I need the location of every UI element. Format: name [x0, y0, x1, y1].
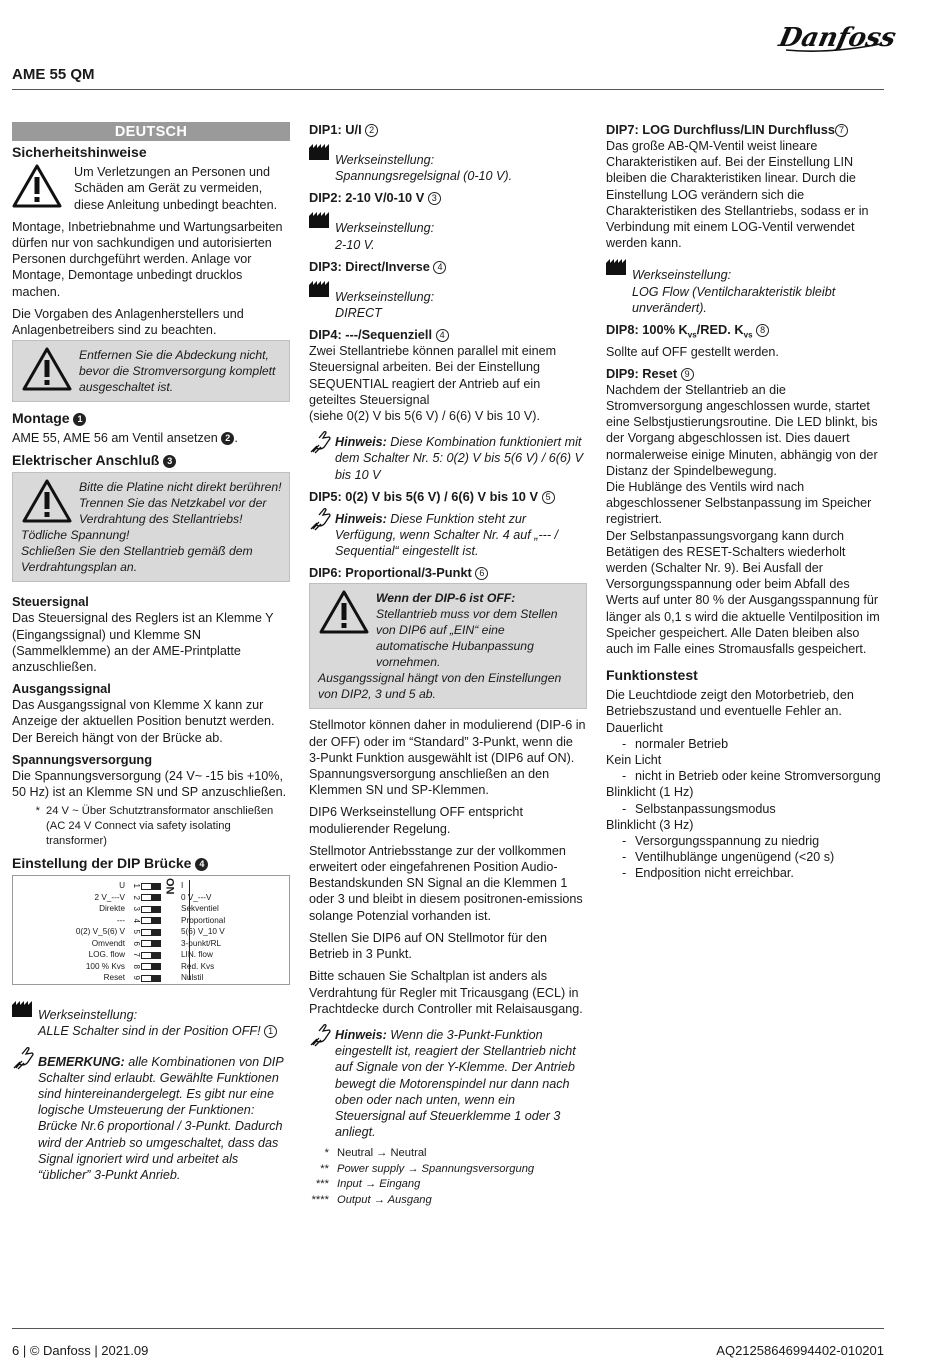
footnote: * 24 V ~ Über Schutztransformator anschließen (AC 24 V Connect via safety isolating transformer) — [35, 805, 274, 848]
dip6-paragraph-1: Stellmotor können daher in modulierend (DIP-6 in der OFF) oder im “Standard” 3-Punkt, wenn die 3-Punkt Funktion ausgewählt ist (DIP6 auf ON). — [309, 718, 586, 765]
legend-footnote: *** Input → Eingang — [315, 1178, 421, 1191]
dip1-factory: Werkseinstellung: Spannungsregelsignal (0-10 V). — [309, 142, 587, 184]
factory-icon — [309, 144, 329, 160]
led-state-item: - Selbstanpassungsmodus — [622, 801, 776, 816]
warning-triangle-icon — [12, 164, 62, 208]
factory-icon — [309, 281, 329, 297]
footer-page-info: 6 | © Danfoss | 2021.09 — [12, 1343, 149, 1358]
legend-footnote: **** Output → Ausgang — [311, 1193, 432, 1206]
dip6-paragraph-2: DIP6 Werkseinstellung OFF entspricht modulierender Regelung. — [309, 805, 523, 836]
dip9-text: Nachdem der Stellantrieb an die Stromversorgung angeschlossen wurde, startet eine Selbstjustierungsroutine. Die LED blinkt, bis der Vorgang abgeschlossen ist. Dies dauert normalerweise einige Minuten, abhängig von der Distanz der Spindelbewegung. — [606, 382, 878, 478]
dip-heading: Einstellung der DIP Brücke 4 — [12, 855, 290, 872]
electrical-warning-text-3: Schließen Sie den Stellantrieb gemäß dem Verdrahtungsplan an. — [21, 544, 253, 575]
dip6-paragraph-4: Stellen Sie DIP6 auf ON Stellmotor für den Betrieb in 3 Punkt. — [309, 930, 547, 962]
power-supply-heading: Spannungsversorgung — [12, 751, 153, 767]
ref-number-badge: 6 — [475, 567, 488, 580]
dip-switch — [131, 915, 177, 927]
safety-paragraph-1: Montage, Inbetriebnahme und Wartungsarbeiten dürfen nur von sachkundigen und autorisierten Personen durchgeführt werden. Anlage vor Montage, Demontage unbedingt drucklos machen. — [12, 219, 283, 299]
factory-icon — [606, 259, 626, 275]
dip4-hint: Hinweis: Diese Kombination funktioniert mit dem Schalter Nr. 5: 0(2) V bis 5(6 V) / 6(6) V bis 10 V — [309, 430, 587, 483]
ref-number-badge: 7 — [835, 124, 848, 137]
dip-right-label: Nulstil — [181, 973, 204, 983]
step-number-badge: 1 — [73, 413, 86, 426]
dip-left-label: Direkte — [99, 904, 125, 914]
dip-right-label: Red. Kvs — [181, 961, 215, 971]
dip-switch-number: 7 — [131, 952, 141, 958]
dip-on-label: ON — [163, 878, 176, 895]
dip-switch-toggle — [141, 975, 161, 982]
led-state-item: - nicht in Betrieb oder keine Stromversorgung — [622, 769, 881, 784]
output-signal-heading: Ausgangssignal — [12, 681, 111, 697]
function-test-heading: Funktionstest — [606, 667, 698, 684]
dip3-factory: Werkseinstellung: DIRECT — [309, 279, 587, 321]
note-label: BEMERKUNG: — [38, 1054, 125, 1069]
dip9-text-2: Die Hublänge des Ventils wird nach abgeschlossener Selbstanpassung im Speicher registriert. — [606, 480, 872, 527]
dip-switch-toggle — [141, 906, 161, 913]
safety-paragraph-2: Die Vorgaben des Anlagenherstellers und Anlagenbetreibers sind zu beachten. — [12, 306, 244, 338]
control-signal-text: Das Steuersignal des Reglers ist an Klemme Y (Eingangssignal) und Klemme SN (Sammelklemme) an der AME-Printplatte anzuschließen. — [12, 611, 274, 675]
dip6-paragraph-5: Bitte schauen Sie Schaltplan ist anders als Verdrahtung für Regler mit Tricausgang (ECL) in Prachtdecke durch Controller mit Relaisausgang. — [309, 969, 583, 1016]
power-supply-text: Die Spannungsversorgung (24 V~ -15 bis +10%, 50 Hz) ist an Klemme SN und SP anzuschließen. — [12, 768, 287, 800]
header-rule — [12, 89, 884, 90]
dip-switch — [131, 961, 177, 973]
ref-number-badge: 9 — [681, 368, 694, 381]
electrical-warning-text-1: Bitte die Platine nicht direkt berühren! Trennen Sie das Netzkabel vor der Verdrahtung des Stellantriebs! — [79, 480, 282, 527]
dip3-heading: DIP3: Direct/Inverse 4 — [309, 259, 587, 275]
led-states-list — [606, 720, 884, 882]
dip1-heading: DIP1: U/I 2 — [309, 122, 587, 138]
led-state-label: Blinklicht (3 Hz) — [606, 817, 694, 832]
dip-switch-toggle — [141, 940, 161, 947]
language-banner: DEUTSCH — [12, 122, 290, 141]
step-number-badge: 3 — [163, 455, 176, 468]
dip-switch — [131, 949, 177, 961]
led-state-label: Kein Licht — [606, 753, 662, 768]
electrical-warning-box — [12, 472, 290, 582]
dip-switch-number: 3 — [131, 906, 141, 912]
cover-warning-text: Entfernen Sie die Abdeckung nicht, bevor die Stromversorgung komplett ausgeschaltet ist. — [79, 348, 276, 395]
function-test-text: Die Leuchtdiode zeigt den Motorbetrieb, den Betriebszustand und eventuelle Fehler an. — [606, 688, 854, 719]
legend-footnote: * Neutral → Neutral — [324, 1147, 427, 1160]
ref-number-badge: 4 — [433, 261, 446, 274]
dip-right-label: I — [181, 881, 184, 891]
dip-left-label: --- — [116, 915, 125, 925]
dip9-heading: DIP9: Reset 9 — [606, 366, 884, 382]
dip-left-label: U — [119, 881, 125, 891]
step-number-badge: 4 — [195, 858, 208, 871]
dip-right-label: 0 V_---V — [181, 892, 212, 902]
dip-switch-toggle — [141, 952, 161, 959]
dip-switch-number: 8 — [131, 964, 141, 969]
ref-number-badge: 3 — [428, 192, 441, 205]
cover-warning-box — [12, 340, 290, 402]
led-state-item: - Versorgungsspannung zu niedrig — [622, 834, 820, 849]
dip-left-label: LOG. flow — [88, 950, 125, 960]
ref-number-badge: 5 — [542, 491, 555, 504]
column-3 — [606, 122, 884, 882]
dip-switch-number: 5 — [131, 929, 141, 935]
safety-warning — [12, 164, 290, 213]
led-state-item: - Ventilhublänge ungenügend (<20 s) — [622, 850, 835, 865]
dip-right-label: Proportional — [181, 915, 226, 925]
pointing-hand-icon — [309, 507, 333, 531]
dip-right-label: 3-punkt/RL — [181, 938, 222, 948]
dip6-warning-box: Wenn der DIP-6 ist OFF: Stellantrieb muss vor dem Stellen von DIP6 auf „EIN“ eine automatische Hubanpassung vornehmen. Ausgangssignal hängt von den Einstellungen von DIP2, 3 und 5 ab. — [309, 583, 587, 709]
dip-switch-toggle — [141, 917, 161, 924]
column-2 — [309, 122, 587, 1208]
dip-switches — [131, 880, 177, 984]
dip8-heading: DIP8: 100% $K_{vs}$/RED. $K_{vs}$ 8 — [606, 322, 884, 344]
danfoss-logo-text: Danfoss — [776, 22, 899, 53]
dip-switch-number: 6 — [131, 941, 141, 946]
dip-switch-toggle — [141, 883, 161, 890]
three-point-hint: Hinweis: Wenn die 3-Punkt-Funktion eingestellt ist, reagiert der Stellantrieb nicht auf Signale von der Y-Klemme. Der Antrieb bewegt die Motorenspindel nur dann nach oben oder nach unten, wenn ein Steuersignal auf Steuerklemme 1 oder 3 anliegt. — [309, 1023, 587, 1140]
led-state-label: Blinklicht (1 Hz) — [606, 785, 694, 800]
led-state-item: - normaler Betrieb — [622, 736, 729, 751]
dip4-text: Zwei Stellantriebe können parallel mit einem Steuersignal arbeiten. Bei der Einstellung SEQUENTIAL reagiert der Antrieb auf ein geteiltes Steuersignal — [309, 344, 557, 407]
dip-switch-number: 4 — [131, 918, 141, 923]
dip5-heading: DIP5: 0(2) V bis 5(6 V) / 6(6) V bis 10 V 5 — [309, 489, 587, 505]
led-state-label: Dauerlicht — [606, 720, 663, 735]
step-number-badge: 2 — [221, 432, 234, 445]
dip-switch — [131, 972, 177, 984]
dip7-heading: DIP7: LOG Durchfluss/LIN Durchfluss 7 — [606, 122, 884, 138]
dip7-text: Das große AB-QM-Ventil weist lineare Charakteristiken auf. Bei der Einstellung LIN bleiben die Charakteristiken linear. Durch die Einstellung LOG verändern sich die Charakteristiken des Stellantriebs, sodass er in Verbindung mit einem LOG-Ventil verwendet werden kann. — [606, 139, 869, 251]
warning-triangle-icon — [21, 347, 73, 391]
dip-switch — [131, 903, 177, 915]
dip-switch-toggle — [141, 894, 161, 901]
warning-triangle-icon — [21, 479, 73, 523]
footer-rule — [12, 1328, 884, 1329]
dip-left-label: 100 % Kvs — [85, 961, 125, 971]
dip4-text-2: (siehe 0(2) V bis 5(6 V) / 6(6) V bis 10 V). — [309, 409, 540, 424]
pointing-hand-icon — [309, 1023, 333, 1047]
dip-switch-number: 2 — [131, 895, 141, 900]
pointing-hand-icon — [309, 430, 333, 454]
dip4-heading: DIP4: ---/Sequenziell 4 — [309, 327, 587, 343]
factory-icon — [309, 212, 329, 228]
dip6-heading: DIP6: Proportional/3-Punkt 6 — [309, 565, 587, 581]
warning-triangle-icon — [318, 590, 370, 634]
ref-number-badge: 8 — [756, 324, 769, 337]
safety-warning-text: Um Verletzungen an Personen und Schäden am Gerät zu vermeiden, diese Anleitung unbedingt beachten. — [74, 165, 278, 212]
dip-switch-number: 1 — [131, 883, 141, 889]
dip-switch-number: 9 — [131, 975, 141, 981]
dip-left-label: Omvendt — [91, 938, 125, 948]
legend-footnote: ** Power supply → Spannungsversorgung — [320, 1162, 535, 1175]
dip-switch — [131, 938, 177, 950]
dip-switch — [131, 926, 177, 938]
dip-switch-toggle — [141, 929, 161, 936]
led-state-item: - Endposition nicht erreichbar. — [622, 866, 794, 881]
dip9-text-3: Der Selbstanpassungsvorgang kann durch Betätigen des RESET-Schalters wiederholt werden (Schalter Nr. 9). Bei Ausfall der Versorgungsspannung oder beim Abfall des Werts auf unter 80 % der Ausgangsspannung für länger als 0,1 s wird die aktuelle Ventilposition im Speicher gespeichert. Alle Daten bleiben also auch im Falle eines Stromausfalls gespeichert. — [606, 528, 880, 657]
dip-switch-diagram — [12, 875, 290, 985]
column-1 — [12, 122, 290, 1189]
electrical-heading: Elektrischer Anschluß 3 — [12, 452, 290, 469]
dip-left-label: 0(2) V_5(6) V — [75, 927, 125, 937]
dip-switch-toggle — [141, 963, 161, 970]
danfoss-logo — [776, 16, 899, 56]
step-number-badge: 1 — [264, 1025, 277, 1038]
dip-right-label: Sekventiel — [181, 904, 219, 914]
output-signal-text: Das Ausgangssignal von Klemme X kann zur Anzeige der aktuellen Position benutzt werden. Der Bereich hängt von der Brücke ab. — [12, 698, 275, 745]
factory-setting: Werkseinstellung: ALLE Schalter sind in der Position OFF! 1 — [12, 999, 290, 1039]
dip2-factory: Werkseinstellung: 2-10 V. — [309, 210, 587, 252]
dip5-hint: Hinweis: Diese Funktion steht zur Verfügung, wenn Schalter Nr. 4 auf „--- / Sequential“ eingestellt ist. — [309, 507, 587, 560]
safety-heading: Sicherheitshinweise — [12, 144, 147, 161]
control-signal-heading: Steuersignal — [12, 594, 89, 610]
legend-footnotes — [309, 1146, 587, 1208]
note: BEMERKUNG: alle Kombinationen von DIP Schalter sind erlaubt. Gewählte Funktionen sind hintereinandergelegt. Es gibt nur eine logische Umsteuerung der Funktionen: Brücke Nr.6 proportional / 3-Punkt. Dadurch wird der Antrieb so umgeschaltet, dass das Signal ignoriert wird und arbeitet als “üblicher” 3-Punkt Anrieb. — [12, 1046, 290, 1184]
ref-number-badge: 4 — [436, 329, 449, 342]
dip-right-label: LIN. flow — [181, 950, 213, 960]
dip-left-label: 2 V_---V — [94, 892, 125, 902]
factory-icon — [12, 1001, 32, 1017]
dip2-heading: DIP2: 2-10 V/0-10 V 3 — [309, 190, 587, 206]
dip-left-label: Reset — [103, 973, 125, 983]
dip6-paragraph-3: Stellmotor Antriebsstange zur der vollkommen erweitert oder eingefahrenen Position Audio-Bestandskunden SN Signal an die Klemmen 1 oder 3 und bleibt in diesem positronen-emissions solange Potenzial vorhanden ist. — [309, 843, 583, 923]
dip-left-labels — [76, 880, 125, 984]
electrical-warning-text-2: Tödliche Spannung! — [21, 528, 130, 543]
dip6-paragraph-1b: Spannungsversorgung anschließen an den Klemmen SN und SP-Klemmen. — [309, 767, 550, 798]
product-title: AME 55 QM — [12, 66, 95, 83]
dip-right-label: 5(6) V_10 V — [181, 927, 225, 937]
dip7-factory: Werkseinstellung: LOG Flow (Ventilcharakteristik bleibt unverändert). — [606, 257, 884, 316]
montage-heading: Montage 1 — [12, 410, 290, 427]
pointing-hand-icon — [12, 1046, 36, 1070]
dip-right-labels — [181, 880, 225, 984]
montage-text: AME 55, AME 56 am Ventil ansetzen 2 . — [12, 431, 238, 446]
ref-number-badge: 2 — [365, 124, 378, 137]
dip8-text: Sollte auf OFF gestellt werden. — [606, 344, 779, 359]
footer-document-code: AQ21258646994402-010201 — [716, 1343, 884, 1358]
